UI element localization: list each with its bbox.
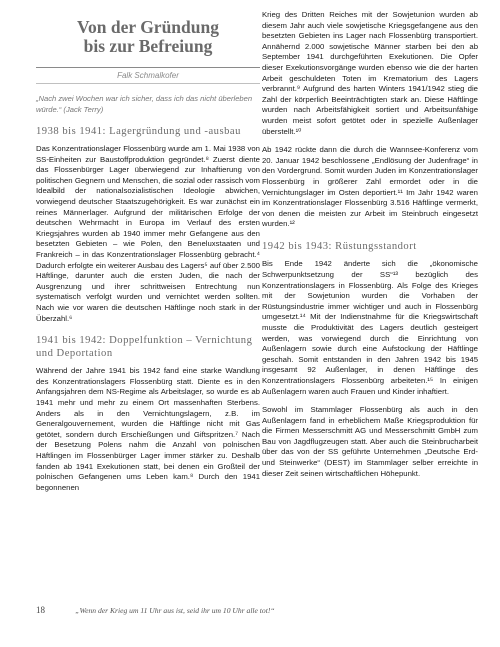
section-heading: 1938 bis 1941: Lagergründung und -ausbau	[36, 125, 241, 137]
section-heading: 1941 bis 1942: Doppelfunktion – Vernichtung und Deportation	[36, 335, 253, 359]
right-column	[262, 10, 478, 490]
title-line-2: bis zur Befreiung	[83, 36, 213, 56]
section-1938-1941	[36, 126, 260, 325]
page-number: 18	[36, 605, 45, 615]
intro-quote: „Nach zwei Wochen war ich sicher, dass ich das nicht überleben würde.“ (Jack Terry)	[36, 94, 253, 114]
author-name: Falk Schmalkofer	[117, 71, 179, 80]
paragraph: Das Konzentrationslager Flossenbürg wurde am 1. Mai 1938 von SS-Einheiten zur Baustoffproduktion gegründet.⁸ Zuerst diente das Flossenbürger Lager überwiegend zur Inhaftierung von politischen Gegnern und Menschen, die sozial oder rassisch vom Idealbild der nationalsozialistischen Ideologie abwichen, vorwiegend deutscher Staatszugehörigkeit. Es war zunächst ein reines Männerlager. Aufgrund der militärischen Erfolge der deutschen Wehrmacht in Europa im Verlauf des ersten Kriegsjahres wurden ab 1940 immer mehr Gefangene aus den besetzten Gebieten – wie Polen, den Beneluxstaaten und Frankreich – in das Konzentrationslager Flossenbürg gebracht.⁴ Dadurch erfolgte ein weiterer Ausbau des Lagers⁵ auf über 2.500 Häftlinge, darunter auch die ersten Juden, die nach der Ausgrenzung und ihrer schrittweisen Entrechtung nun systematisch verfolgt wurden und vernichtet werden sollten. Nach wie vor waren die deutschen Häftlinge noch stark in der Überzahl.⁶	[36, 144, 260, 323]
paragraph: Bis Ende 1942 änderte sich die „ökonomische Schwerpunktsetzung der SS“¹³ bezüglich des Konzentrationslagers in Flossenbürg. Als Folge des Krieges mit der Sowjetunion wurden die Vorhaben der Rüstungsindustrie immer wichtiger und auch in Flossenbürg umgesetzt.¹⁴ Mit der Indienstnahme für die Kriegswirtschaft musste die Produktivität des Lagers deutlich gesteigert werden, was vorwiegend durch die Einrichtung von Außenlagern sowie durch eine Aufstockung der Häftlinge geschah. Somit entstanden in den Jahren 1942 bis 1945 insgesamt 92 Außenlager, in denen Häftlinge des Konzentrationslagers Flossenbürg arbeiteten.¹⁵ In einigen Außenlagern waren auch Frauen und Kinder inhaftiert.	[262, 259, 478, 396]
footer-quote: „Wenn der Krieg um 11 Uhr aus ist, seid ihr um 10 Uhr alle tot!“	[75, 606, 275, 615]
paragraph: Krieg des Dritten Reiches mit der Sowjetunion wurden ab diesem Jahr auch viele sowjetische Kriegsgefangene aus den besetzten Gebieten ins Lager nach Flossenbürg transportiert. Annähernd 2.000 sowjetische Männer starben bei den ab September 1941 durchgeführten Exekutionen. Die Opfer dieser Exekutionsvorgänge wurden ebenso wie die der harten Arbeit geschuldeten Toten im Krematorium des Lagers verbrannt.⁹ Aufgrund des harten Winters 1941/1942 stieg die Zahl der körperlich Beeinträchtigten stark an. Diese Häftlinge wurden nach Arbeitsfähigkeit sortiert und Arbeitsunfähige wurden meist sofort getötet oder in spezielle Außenlager überstellt.¹⁰	[262, 10, 478, 136]
title-line-1: Von der Gründung	[76, 17, 219, 37]
continued-text	[262, 10, 478, 230]
paragraph: Während der Jahre 1941 bis 1942 fand eine starke Wandlung des Konzentrationslagers Flossenbürg statt. Diente es in den Anfangsjahren dem NS-Regime als Arbeitslager, so wurde es ab 1941 mehr und mehr zu einem Ort massenhaften Sterbens. Anders als in den Vernichtungslagern, z.B. im Generalgouvernement, wurden die Häftlinge nicht mit Gas getötet, sondern durch Erschießungen und Giftspritzen.⁷ Nach der Besetzung Polens nahm die Anzahl von polnischen Häftlingen im Flossenbürger Lager immer stärker zu. Deshalb fanden ab 1941 Exekutionen statt, bei denen ein Großteil der polnischen Gefangenen ums Leben kam.⁸ Durch den 1941 begonnenen	[36, 366, 260, 492]
paragraph: Ab 1942 rückte dann die durch die Wannsee-Konferenz vom 20. Januar 1942 beschlossene „Endlösung der Judenfrage“ in den Vordergrund. Somit wurden Juden im Konzentrationslager Flossenbürg in größerer Zahl ermordet oder in die Vernichtungslager im Osten deportiert.¹¹ Im Jahr 1942 waren im Konzentrationslager Flossenbürg 3.516 Häftlinge vermerkt, von denen die meisten zur Arbeit im Steinbruch eingesetzt wurden.¹²	[262, 145, 478, 229]
paragraph: Sowohl im Stammlager Flossenbürg als auch in den Außenlagern fand in erheblichem Maße Kriegsproduktion für die Firmen Messerschmitt AG und Messerschmitt GmbH zum Bau von Jagdflugzeugen statt. Aber auch die Steinbrucharbeit über das von der SS geführte Unternehmen „Deutsche Erd- und Steinwerke“ (DEST) im Stammlager selber erreichte in dieser Zeit seinen wirtschaftlichen Höhepunkt.	[262, 405, 478, 478]
author-divider	[36, 83, 260, 84]
article-title	[36, 18, 260, 56]
title-divider	[36, 67, 260, 68]
section-1942-1943	[262, 241, 478, 479]
page-footer	[36, 605, 476, 615]
left-column	[36, 10, 260, 504]
section-heading: 1942 bis 1943: Rüstungsstandort	[262, 240, 417, 252]
section-1941-1942	[36, 335, 260, 493]
